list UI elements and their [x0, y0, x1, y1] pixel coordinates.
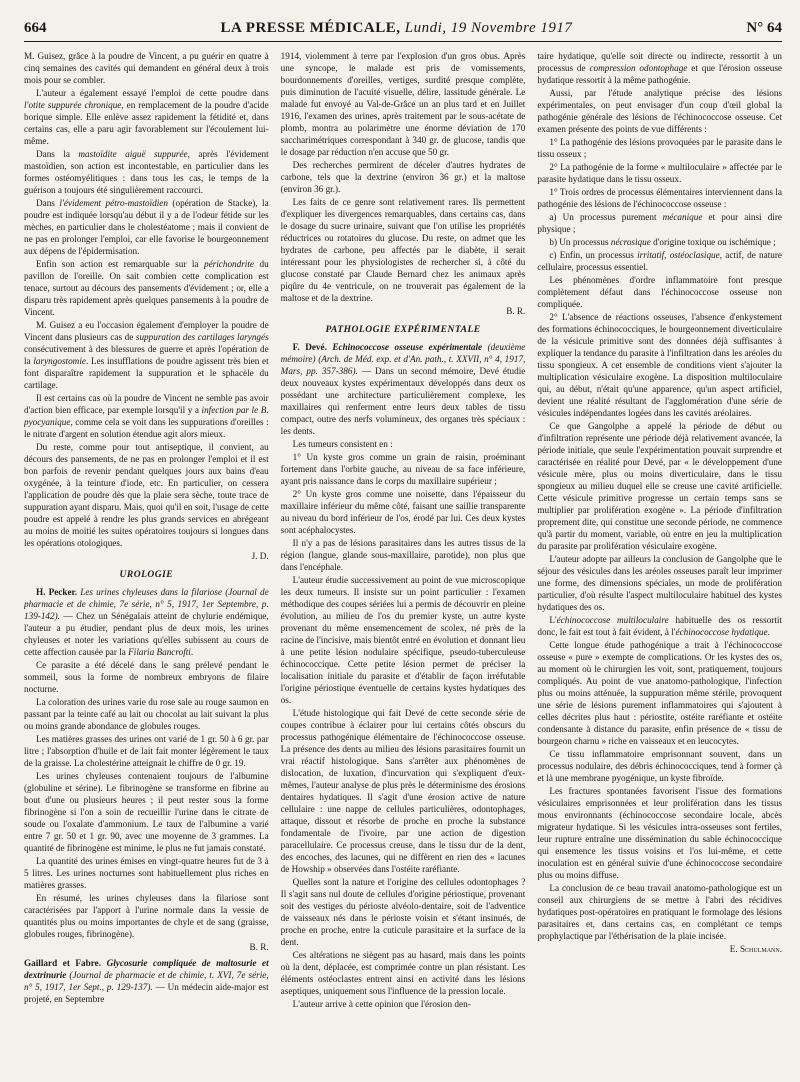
article-entry: Gaillard et Fabre. Glycosurie compliquée de maltosurie et dextrinurie (Journal de pharmacie et de chimie, t. XVI, 7e série, n° 5, 1917, 1er Sept., p. 129-137). — Un médecin aide-major est projeté, en Septembre [24, 958, 269, 1004]
article-entry: F. Devé. Echinococcose osseuse expérimentale (deuxième mémoire) (Arch. de Méd. exp. et d'An. path., t. XXVII, n° 4, 1917, Mars, pp. 357-386). — Dans un second mémoire, Devé étudie deux nouveaux kystes expérimentaux développés dans deux os possédant une architecture particulièrement complexe, les maxillaires qui renferment entre leurs deux tables de tissu compact, outre des nerfs volumineux, des organes très spéciaux : les dents. [280, 342, 526, 436]
paragraph: a) Un processus purement mécanique et pour ainsi dire physique ; [537, 212, 782, 234]
paragraph: 1° La pathogénie des lésions provoquées par le parasite dans le tissu osseux ; [537, 137, 782, 159]
signature: B. R. [249, 942, 269, 952]
paragraph: La quantité des urines émises en vingt-quatre heures fut de 3 à 5 litres. Les urines nocturnes sont habituellement plus riches en matières grasses. [24, 856, 269, 890]
page-header [24, 20, 782, 42]
paragraph: b) Un processus nécrosique d'origine toxique ou ischémique ; [549, 237, 776, 247]
article-columns [24, 50, 782, 1080]
section-heading: UROLOGIE [119, 570, 174, 580]
paragraph: 1914, violemment à terre par l'explosion d'un gros obus. Après une syncope, le malade est pris de vomissements, bourdonnements d'oreilles, vertiges, surdité presque complète, puis diminution de l'acuité visuelle, délire, lassitude générale. Le malade fut envoyé au Val-de-Grâce un an plus tard et en Juillet 1916, l'examen des urines, après traitement par le sous-acétate de plomb, montra au polarimètre une énorme déviation de 170 saccharimétriques correspondant à 340 gr. de glucose, tandis que le dosage par réduction n'en accuse que 50 gr. [280, 51, 526, 157]
paragraph: Les fractures spontanées favorisent l'issue des formations vésiculaires emprisonnées et leur prolifération dans les tissus mous environnants (échinococcose secondaire locale, abcès migrateur hydatique. Si les vésicules intra-osseuses sont fertiles, leur rupture entraîne une dissémination du sable échinococcique qui ensemence les tissus voisins et l'os lui-même, et cette inoculation est en général suivie d'une échinococcose secondaire plus ou moins diffuse. [537, 786, 782, 880]
paragraph: Les phénomènes d'ordre inflammatoire font presque complètement défaut dans l'échinococcose osseuse non compliquée. [537, 275, 782, 309]
issue-date: Lundi, 19 Novembre 1917 [404, 20, 573, 36]
column-1 [24, 50, 269, 1080]
column-2 [281, 50, 526, 1080]
signature: B. R. [506, 306, 526, 316]
paragraph: Des recherches permirent de déceler d'autres hydrates de carbone, tels que la dextrine (environ 36 gr.) et la maltose (environ 36 gr.). [280, 160, 526, 194]
paragraph: M. Guisez a eu l'occasion également d'employer la poudre de Vincent dans plusieurs cas de suppuration des cartilages laryngés consécutivement à des blessures de guerre et après l'opération de la laryngostomie. Les insufflations de poudre agissent très bien et font disparaître rapidement la suppuration et le sphacèle du cartilage. [24, 320, 269, 390]
paragraph: L'auteur arrive à cette opinion que l'érosion den- [292, 999, 471, 1009]
paragraph: L'échinococcose multiloculaire habituelle des os ressortit donc, le fait est tout à fait évident, à l'échinococcose hydatique. [537, 615, 782, 637]
paragraph: Aussi, par l'étude analytique précise des lésions expérimentales, on peut envisager d'un coup d'œil global la pathogénie générale des lésions de l'échinococcose osseuse. Cet examen présente des points de vue différents : [537, 88, 782, 134]
paragraph: La coloration des urines varie du rose sale au rouge saumon en passant par la teinte café au lait ou chocolat au lait suivant la plus ou moins grande abondance de globules rouges. [24, 697, 269, 731]
paragraph: Quelles sont la nature et l'origine des cellules odontophages ? Il s'agit sans nul doute de cellules d'origine périostique, provenant soit des vestiges du périoste alvéolo-dentaire, soit de l'adventice de vaisseaux nés dans le périoste voisin et s'étant insinués, de proche en proche, entre la cuticule parasitaire et la surface de la dent. [280, 877, 526, 947]
paragraph: Enfin son action est remarquable sur la périchondrite du pavillon de l'oreille. On sait combien cette complication est tenace, surtout au décours des pansements d'évidement ; or, elle a disparu très rapidement après quelques pansements à la poudre de Vincent. [24, 259, 269, 317]
paragraph: L'auteur a également essayé l'emploi de cette poudre dans l'otite suppurée chronique, en remplacement de la poudre d'acide borique simple. Elle enlève assez rapidement la fétidité et, dans certains cas, elle a paru agir favorablement sur l'écoulement lui-même. [24, 88, 269, 146]
paragraph: 2° La pathogénie de la forme « multiloculaire » affectée par le parasite hydatique dans le tissu osseux. [537, 162, 782, 184]
paragraph: Les matières grasses des urines ont varié de 1 gr. 50 à 6 gr. par litre ; l'absorption d'huile et de lait fait monter légèrement le taux de la graisse. La cholestérine atteignait le chiffre de 0 gr. 19. [24, 734, 269, 768]
paragraph: M. Guisez, grâce à la poudre de Vincent, a pu guérir en quatre à cinq semaines des cavités qui demandent en général deux à trois mois pour se combler. [24, 51, 269, 85]
paragraph: L'auteur étudie successivement au point de vue microscopique les deux tumeurs. Il insiste sur un point particulier : l'examen méthodique des coupes sériées lui a permis de découvrir en pleine évolution, au milieu de l'os du premier kyste, un autre kyste provenant du même ensemencement de scolex, né près de la racine de l'incisive, mais bientôt entré en évolution et donnant lieu à une petite lésion nodulaire spécifique, pseudo-tuberculeuse échinococcique. Cette petite lésion permet de préciser la localisation initiale du parasite et d'établir de façon irréfutable l'origine périostique éventuelle de certains kystes hydatiques des os. [280, 575, 526, 705]
paragraph: c) Enfin, un processus irritatif, ostéoclasique, actif, de nature cellulaire, processus essentiel. [537, 250, 782, 272]
paragraph: La conclusion de ce beau travail anatomo-pathologique est un conseil aux chirurgiens de se mettre à l'abri des récidives hydatiques post-opératoires en pratiquant le formolage des lésions parasitaires et, dans certains cas, en complétant ce temps prophylactique par l'éthérisation de la plaie incisée. [537, 883, 782, 941]
paragraph: Les urines chyleuses contenaient toujours de l'albumine (globuline et sérine). Le fibrinogène se transforme en fibrine au bout d'une ou plusieurs heures ; il peut rester sous la forme fibrinogène si l'on a soin de recueillir l'urine dans le citrate de soude ou l'oxalate d'ammonium. Le taux de l'albumine a varié entre 7 gr. 50 et 1 gr. 90, avec une moyenne de 3 grammes. La quantité de fibrinogène est minime, le plus ne fut jamais constaté. [24, 771, 269, 853]
paragraph: Du reste, comme pour tout antiseptique, il convient, au décours des pansements, de ne pas en prolonger l'emploi et il est bon parfois de revenir pendant quelques jours aux bains d'eau oxygénée, à la teinture d'iode, etc. En particulier, on cessera l'application de poudre dès que la plaie sera sèche, toute trace de suppuration ayant disparu. Mais, quoi qu'il en soit, l'usage de cette poudre est appelé à rendre les plus grands services en abrégeant au moins de moitié les suites opératoires toujours si longues dans les opérations otologiques. [24, 442, 269, 548]
paragraph: Il est certains cas où la poudre de Vincent ne semble pas avoir d'action bien efficace, par exemple lorsqu'il y a infection par le B. pyocyanique, comme cela se voit dans les suppurations d'oreilles : le nitrate d'argent en solution étendue agit alors mieux. [24, 393, 269, 439]
paragraph: En résumé, les urines chyleuses dans la filariose sont caractérisées par l'apport à l'urine normale dans la vessie de quantités plus ou moins importantes de chyle et de sang (graisse, globules rouges, fibrinogène). [24, 893, 269, 939]
section-heading: PATHOLOGIE EXPÉRIMENTALE [325, 325, 481, 335]
paragraph: L'étude histologique qui fait Devé de cette seconde série de coupes contribue à éclairer pour lui certains côtés obscurs du processus pathogénique élémentaire de l'échinococcose osseuse. La présence des dents au milieu des lésions parasitaires fournit un vrai réactif histologique. Sans s'arrêter aux phénomènes de dislocation, de luxation, d'incurvation qui s'expliquent d'eux-mêmes, l'auteur analyse de plus près le déterminisme des érosions dentaires hydatiques. Il s'agit d'une érosion active de nature cellulaire : une nappe de cellules particulières, odontophages, attaque, dissout et résorbe de proche en proche la substance fondamentale de l'ivoire, par une action de digestion paracellulaire. Ce processus creuse, dans le tissu dur de la dent, des encoches, des lacunes, qui ne diffèrent en rien des « lacunes de Howship » observées dans l'ostéite raréfiante. [280, 708, 526, 874]
paragraph: Dans la mastoïdite aiguë suppurée, après l'évidement mastoïdien, son action est incontestable, en particulier dans les formes ostéomyélitiques : dans tous les cas, le temps de la guérison a toujours été singulièrement raccourci. [24, 149, 269, 195]
journal-title: LA PRESSE MÉDICALE, [220, 20, 401, 36]
paragraph: 1° Trois ordres de processus élémentaires interviennent dans la pathogénie des lésions de l'échinococcose osseuse : [537, 187, 782, 209]
paragraph: 2° L'absence de réactions osseuses, l'absence d'enkystement des formations échinococciques, le bourgeonnement diverticulaire de la vésicule primitive sont des données déjà suffisantes à expliquer la tendance du parasite à l'infiltration dans les aréoles du tissu spongieux. A cet ensemble de conditions vient s'ajouter la multiplication vésiculaire exogène. La disposition multiloculaire qui, au début, n'était qu'une apparence, qu'un aspect artificiel, devient une réalité résultant de l'agglomération d'une série de vésicules indépendantes logées dans les cavités aréolaires. [537, 312, 782, 418]
paragraph: 2° Un kyste gros comme une noisette, dans l'épaisseur du maxillaire inférieur du même côté, faisant une saillie transparente au niveau du bord inférieur de l'os, érodé par lui. Ces deux kystes sont acéphalocystes. [280, 489, 526, 535]
paragraph: Ce parasite a été décelé dans le sang prélevé pendant le sommeil, sous la forme de nombreux embryons de filaire nocturne. [24, 660, 269, 694]
paragraph: Ces altérations ne siègent pas au hasard, mais dans les points où la dent, déplacée, est comprimée contre un plan résistant. Les éléments ostéoclastes entrent ainsi en activité dans les lésions aseptiques, uniquement sous l'influence de la pression locale. [280, 950, 526, 996]
paragraph: taire hydatique, qu'elle soit directe ou indirecte, ressortit à un processus de compression odontophage et que l'érosion osseuse hydatique ressortit à la même pathogénie. [537, 51, 782, 85]
journal-title-line [221, 20, 573, 37]
signature: J. D. [251, 551, 269, 561]
page-number: 664 [24, 20, 47, 36]
paragraph: Ce tissu inflammatoire emprisonnant souvent, dans un processus nodulaire, des débris échinococciques, tend à former çà et là une membrane pyogénique, un kyste fibroïde. [537, 749, 782, 783]
article-entry: H. Pecker. Les urines chyleuses dans la filariose (Journal de pharmacie et de chimie, 7e série, n° 5, 1917, 1er Septembre, p. 139-142). — Chez un Sénégalais atteint de chylurie endémique, l'auteur a pu étudier, pendant plus de deux mois, les urines chyleuses et noter les variations qu'elles subissent au cours de cette affection causée par la Filaria Bancrofti. [24, 587, 269, 657]
signature: E. Schulmann. [729, 944, 782, 954]
paragraph: Cette longue étude pathogénique a trait à l'échinococcose osseuse « pure » exempte de complications. Or les kystes des os, au moment où le chirurgien les voit, sont, pratiquement, toujours compliqués. Au point de vue anatomo-pathologique, l'infection plus ou moins atténuée, la suppuration même stérile, provoquent une série de lésions purement inflammatoires qui s'ajoutent à celles décrites plus haut : périostite, ostéite raréfiante et ostéite condensante à distance du parasite, enfin présence de « tissu de bourgeon charnu » riche en vaisseaux et en leucocytes. [537, 640, 782, 746]
paragraph: Ce que Gangolphe a appelé la période de début ou d'infiltration représente une période déjà relativement avancée, la période initiale, que seule l'expérimentation pouvait surprendre et caractérisée en réalité pour Devé, par « le développement d'une vésicule mère, plus ou moins diverticulaire, dans le tissu spongieux au milieu duquel elle se creuse une cavité artificielle. Cette vésicule primitive progresse un certain temps sans se multiplier par prolifération exogène ». La période d'infiltration proprement dite, qui constitue une seconde période, ne commence qu'à partir du moment, variable, où entre en jeu la multiplication du parasite par prolifération vésiculaire exogène. [537, 421, 782, 551]
paragraph: Il n'y a pas de lésions parasitaires dans les autres tissus de la région (langue, glande sous-maxillaire, parotide), non plus que dans l'encéphale. [280, 538, 526, 572]
paragraph: L'auteur adopte par ailleurs la conclusion de Gangolphe que le séjour des vésicules dans les aréoles osseuses paraît leur imprimer une forme, des dimensions spéciales, un mode de prolifération particulier, d'où résulte l'aspect multiloculaire habituel des kystes hydatiques des os. [537, 554, 782, 612]
paragraph: 1° Un kyste gros comme un grain de raisin, proéminant fortement dans l'orbite gauche, au niveau de sa face inférieure, ayant pris naissance dans le corps du maxillaire supérieur ; [280, 452, 526, 486]
column-3 [537, 50, 782, 1080]
issue-number: N° 64 [746, 20, 782, 36]
paragraph: Les tumeurs consistent en : [292, 439, 393, 449]
paragraph: Les faits de ce genre sont relativement rares. Ils permettent d'expliquer les divergences remarquables, dans certains cas, dans le dosage du sucre urinaire, suivant que l'on utilise les propriétés réductrices ou rotatoires du glucose. Du reste, on admet que les hydrates de carbone, peu affectés par le diabète, il serait intéressant pour les physiologistes de rechercher si, à côté du glucose constaté par Claude Bernard chez les animaux après piqûre du 4e ventricule, on ne trouverait pas également de la maltose et de la dextrine. [280, 197, 526, 303]
paragraph: Dans l'évidement pétro-mastoïdien (opération de Stacke), la poudre est indiquée lorsqu'au début il y a de l'odeur fétide sur les mèches, en particulier dans le cholestéatome ; mais il convient de ne pas en prolonger l'emploi, car elle favorise le bourgeonnement aux dépens de l'épidermisation. [24, 198, 269, 256]
